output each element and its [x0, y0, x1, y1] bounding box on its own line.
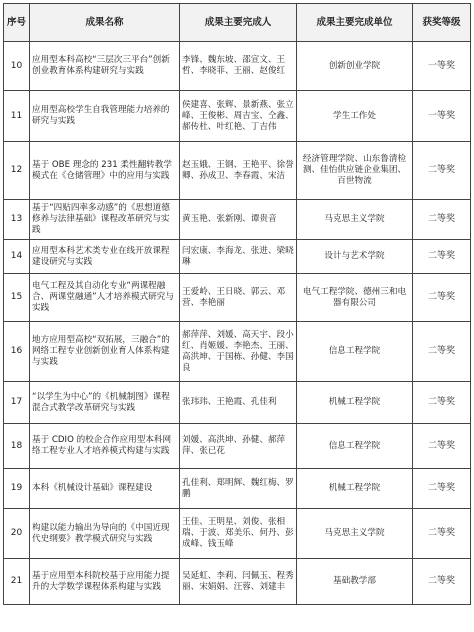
completing-unit: 机械工程学院	[297, 382, 413, 424]
table-row	[4, 509, 471, 559]
award-level: 一等奖	[413, 91, 471, 142]
award-level: 二等奖	[413, 240, 471, 274]
achievement-name: 应用型本科艺术类专业在线开放课程建设研究与实践	[30, 240, 180, 274]
main-contributors: 李锋、魏东坡、邵宣文、王哲、李晓菲、王丽、赵俊红	[180, 42, 297, 91]
main-contributors: 闫宏康、李海龙、张进、梁晓琳	[180, 240, 297, 274]
achievement-name: 电气工程及其自动化专业“两课程融合、两课堂融通”人才培养模式研究与实践	[30, 274, 180, 322]
table-row	[4, 274, 471, 322]
achievement-name: 基于 OBE 理念的 231 柔性翻转教学模式在《仓储管理》中的应用与实践	[30, 142, 180, 200]
award-level: 二等奖	[413, 382, 471, 424]
award-level: 二等奖	[413, 142, 471, 200]
row-number: 21	[4, 559, 30, 605]
row-number: 12	[4, 142, 30, 200]
main-contributors: 黄玉艳、张新刚、谭贵音	[180, 200, 297, 240]
achievement-name: 应用型高校学生自我管理能力培养的研究与实践	[30, 91, 180, 142]
completing-unit: 创新创业学院	[297, 42, 413, 91]
completing-unit: 信息工程学院	[297, 322, 413, 382]
main-contributors: 王爱岭、王日晓、郭云、邓营、李艳丽	[180, 274, 297, 322]
achievement-name: “以学生为中心”的《机械制图》课程混合式教学改革研究与实践	[30, 382, 180, 424]
award-level: 二等奖	[413, 509, 471, 559]
header-cell-unit: 成果主要完成单位	[297, 4, 413, 42]
award-level: 二等奖	[413, 200, 471, 240]
table-row	[4, 91, 471, 142]
main-contributors: 孔佳利、郑明辉、魏红梅、罗鹏	[180, 469, 297, 509]
award-level: 一等奖	[413, 42, 471, 91]
row-number: 18	[4, 424, 30, 469]
award-level: 二等奖	[413, 322, 471, 382]
completing-unit: 基础教学部	[297, 559, 413, 605]
row-number: 13	[4, 200, 30, 240]
row-number: 14	[4, 240, 30, 274]
main-contributors: 王佳、王明星、刘俊、张相瑞、于波、郑美乐、何丹、彭成峰、钱玉峰	[180, 509, 297, 559]
achievement-name: 构建以能力输出为导向的《中国近现代史纲要》教学模式研究与实践	[30, 509, 180, 559]
completing-unit: 马克思主义学院	[297, 200, 413, 240]
row-number: 17	[4, 382, 30, 424]
main-contributors: 张玮玮、王艳霞、孔佳利	[180, 382, 297, 424]
achievement-name: 应用型本科高校“三层次三平台”创新创业教育体系构建研究与实践	[30, 42, 180, 91]
table-row	[4, 559, 471, 605]
row-number: 16	[4, 322, 30, 382]
table-row	[4, 200, 471, 240]
header-cell-number: 序号	[4, 4, 30, 42]
row-number: 10	[4, 42, 30, 91]
row-number: 20	[4, 509, 30, 559]
achievement-name: 基于 CDIO 的校企合作应用型本科网络工程专业人才培养模式构建与实践	[30, 424, 180, 469]
completing-unit: 学生工作处	[297, 91, 413, 142]
header-cell-level: 获奖等级	[413, 4, 471, 42]
main-contributors: 刘媛、高洪坤、孙健、郝萍萍、张已花	[180, 424, 297, 469]
table-row	[4, 142, 471, 200]
achievement-name: 地方应用型高校“双拓展，三融合”的网络工程专业创新创业育人体系构建与实践	[30, 322, 180, 382]
main-contributors: 侯建喜、张辉、景新燕、张立峰、王俊彬、周吉宝、仝鑫、郝传杜、叶红艳、丁吉伟	[180, 91, 297, 142]
row-number: 15	[4, 274, 30, 322]
completing-unit: 机械工程学院	[297, 469, 413, 509]
table-row	[4, 469, 471, 509]
award-level: 二等奖	[413, 469, 471, 509]
completing-unit: 经济管理学院、山东鲁清检测、佳怡供应链企业集团、百世物流	[297, 142, 413, 200]
row-number: 11	[4, 91, 30, 142]
award-level: 二等奖	[413, 274, 471, 322]
table-row	[4, 240, 471, 274]
achievement-name: 基于“四贴四率多动感”的《思想道德修养与法律基础》课程改革研究与实践	[30, 200, 180, 240]
award-level: 二等奖	[413, 559, 471, 605]
table-row	[4, 382, 471, 424]
completing-unit: 信息工程学院	[297, 424, 413, 469]
completing-unit: 设计与艺术学院	[297, 240, 413, 274]
completing-unit: 马克思主义学院	[297, 509, 413, 559]
completing-unit: 电气工程学院、德州三和电器有限公司	[297, 274, 413, 322]
achievement-name: 基于应用型本科院校基于应用能力提升的大学数学课程体系构建与实践	[30, 559, 180, 605]
header-cell-name: 成果名称	[30, 4, 180, 42]
row-number: 19	[4, 469, 30, 509]
header-cell-people: 成果主要完成人	[180, 4, 297, 42]
awards-table	[3, 3, 471, 605]
table-row	[4, 322, 471, 382]
award-level: 二等奖	[413, 424, 471, 469]
main-contributors: 吴延虹、李莉、闫佩玉、程秀丽、宋娟娟、汪蓉、刘建丰	[180, 559, 297, 605]
table-row	[4, 42, 471, 91]
header-row	[4, 4, 471, 42]
main-contributors: 赵玉娥、王钢、王艳平、徐誉卿、孙成卫、李春霞、宋洁	[180, 142, 297, 200]
table-row	[4, 424, 471, 469]
achievement-name: 本科《机械设计基础》课程建设	[30, 469, 180, 509]
main-contributors: 郝萍萍、刘媛、高天宇、段小红、肖姬媛、李艳杰、王丽、高洪坤、于国栋、孙健、李国良	[180, 322, 297, 382]
